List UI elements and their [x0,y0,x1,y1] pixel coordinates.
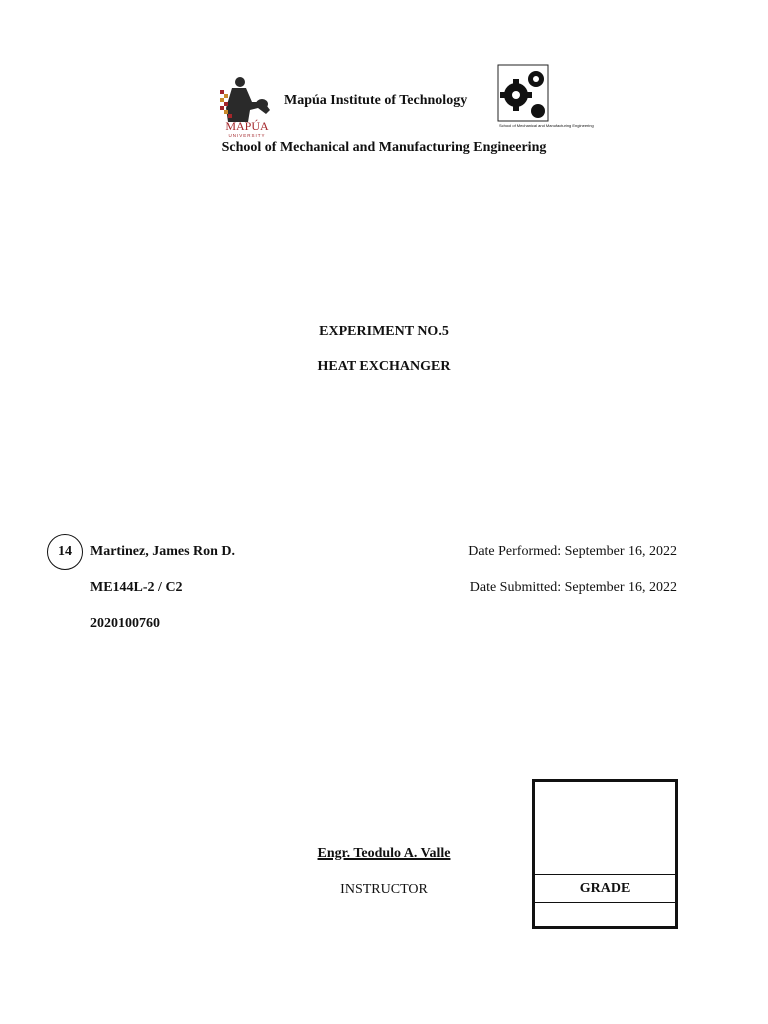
date-submitted: Date Submitted: September 16, 2022 [469,580,677,595]
course-section: ME144L-2 / C2 [90,580,183,595]
mapua-logo [218,72,276,138]
student-number-circle [47,534,83,570]
instructor-role: INSTRUCTOR [340,882,428,897]
institution-name: Mapúa Institute of Technology [284,93,468,108]
grade-value-area [535,782,675,874]
mapua-logo-subtext: UNIVERSITY [228,133,266,138]
date-performed: Date Performed: September 16, 2022 [468,544,677,559]
mapua-logo-text: MAPÚA [225,119,269,133]
grade-divider-top [535,874,675,875]
student-name: Martinez, James Ron D. [90,544,236,559]
grade-label: GRADE [579,881,631,896]
school-logo-text: School of Mechanical and Manufacturing Engineering [499,123,594,128]
school-gear-logo [498,65,594,137]
school-name: School of Mechanical and Manufacturing Engineering [221,140,547,155]
experiment-number: EXPERIMENT NO.5 [319,324,449,339]
grade-divider-bottom [535,902,675,903]
experiment-title: HEAT EXCHANGER [317,359,451,374]
grade-box [532,779,678,929]
student-number: 14 [58,544,72,559]
student-id: 2020100760 [90,616,160,631]
instructor-name: Engr. Teodulo A. Valle [317,846,451,861]
